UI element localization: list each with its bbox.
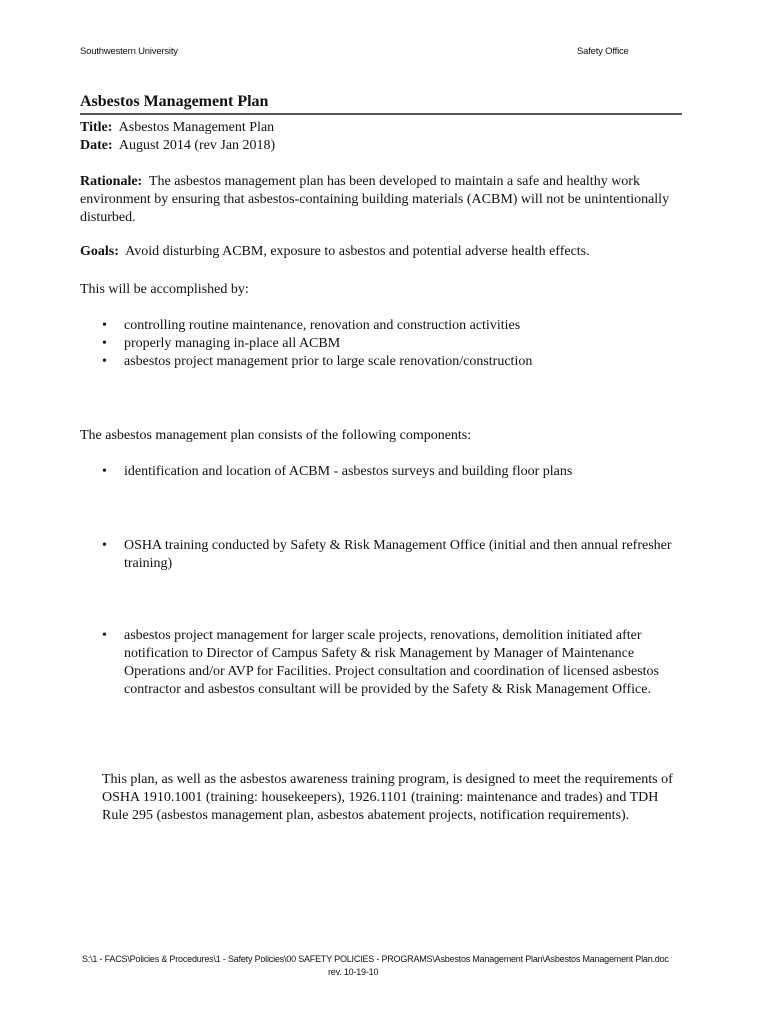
list-item: • asbestos project management prior to large scale renovation/construction xyxy=(102,354,533,369)
component-item: • OSHA training conducted by Safety & Risk Management Office (initial and then annual refresher training) xyxy=(102,538,672,571)
title-line xyxy=(80,119,680,137)
date-line xyxy=(80,137,680,155)
title-label: Title: xyxy=(80,120,113,135)
date-value: August 2014 (rev Jan 2018) xyxy=(118,138,276,153)
component-item: • identification and location of ACBM - asbestos surveys and building floor plans xyxy=(102,464,573,479)
rationale-paragraph xyxy=(80,173,680,227)
footer-revision: rev. 10-19-10 xyxy=(328,967,379,977)
closing-paragraph: This plan, as well as the asbestos awareness training program, is designed to meet the requirements of OSHA 1910.1001 (training: housekeepers), 1926.1101 (training: maintenance and trades) and TDH Rule 295 (asbestos management plan, asbestos abatement projects, notification requirements). xyxy=(102,772,673,823)
bullet-icon: • xyxy=(102,354,107,369)
accomplished-intro: This will be accomplished by: xyxy=(80,282,249,297)
header-office: Safety Office xyxy=(577,46,629,57)
bullet-icon: • xyxy=(102,538,107,553)
date-label: Date: xyxy=(80,138,113,153)
goals-label: Goals: xyxy=(80,244,119,259)
header-institution: Southwestern University xyxy=(80,46,178,57)
title-value: Asbestos Management Plan xyxy=(118,120,275,135)
rationale-label: Rationale: xyxy=(80,174,143,189)
list-item: • controlling routine maintenance, renovation and construction activities xyxy=(102,318,521,333)
bullet-icon: • xyxy=(102,464,107,479)
footer-file-path: S:\1 - FACS\Policies & Procedures\1 - Safety Policies\00 SAFETY POLICIES - PROGRAMS\Asbestos Management Plan\Asbestos Management Plan.doc xyxy=(82,954,669,964)
heading-rule xyxy=(80,113,682,115)
components-intro: The asbestos management plan consists of the following components: xyxy=(80,428,472,443)
goals-text: Avoid disturbing ACBM, exposure to asbestos and potential adverse health effects. xyxy=(125,244,590,259)
document-heading: Asbestos Management Plan xyxy=(80,93,269,110)
goals-paragraph xyxy=(80,243,680,261)
bullet-icon: • xyxy=(102,628,107,643)
bullet-icon: • xyxy=(102,336,107,351)
bullet-icon: • xyxy=(102,318,107,333)
component-item: • asbestos project management for larger scale projects, renovations, demolition initiated after notification to Director of Campus Safety & risk Management by Manager of Maintenance Operations and/or AVP for Facilities. Project consultation and coordination of licensed asbestos contractor and asbestos consultant will be provided by the Safety & Risk Management Office. xyxy=(102,628,660,697)
rationale-text: The asbestos management plan has been developed to maintain a safe and healthy work environment by ensuring that asbestos-containing building materials (ACBM) will not be unintentionally disturbed. xyxy=(80,174,670,225)
list-item: • properly managing in-place all ACBM xyxy=(102,336,341,351)
